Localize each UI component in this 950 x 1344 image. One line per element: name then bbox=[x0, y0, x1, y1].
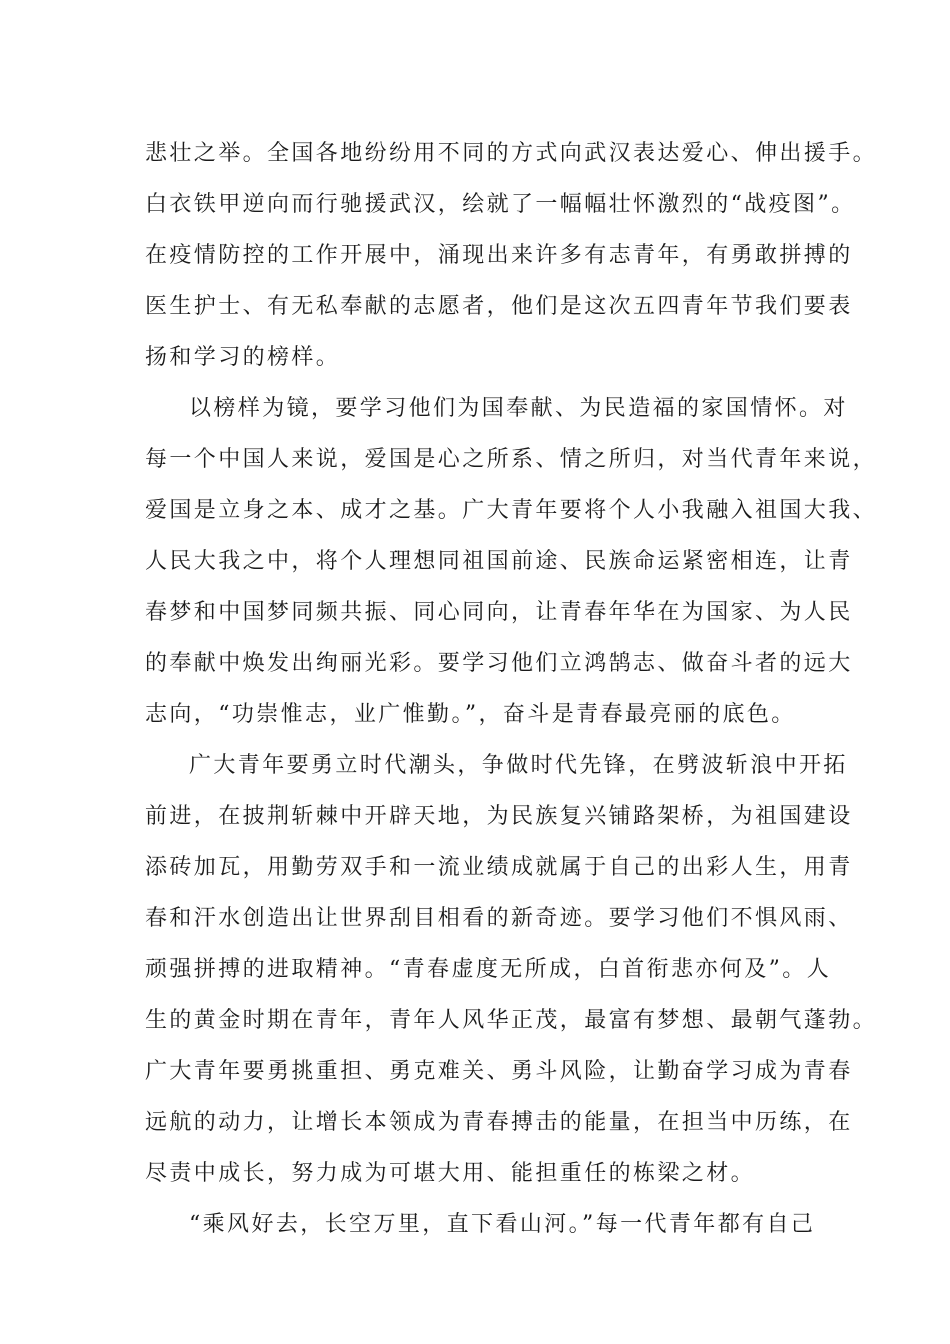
text-line: 春梦和中国梦同频共振、同心同向，让青春年华在为国家、为人民 bbox=[145, 600, 853, 625]
text-line: 医生护士、有无私奉献的志愿者，他们是这次五四青年节我们要表 bbox=[145, 294, 853, 319]
text-line: 人民大我之中，将个人理想同祖国前途、民族命运紧密相连，让青 bbox=[145, 549, 853, 574]
text-line: 添砖加瓦，用勤劳双手和一流业绩成就属于自己的出彩人生，用青 bbox=[145, 855, 853, 880]
text-line: 志向，“功崇惟志，业广惟勤。”，奋斗是青春最亮丽的底色。 bbox=[145, 702, 796, 727]
text-line: 在疫情防控的工作开展中，涌现出来许多有志青年，有勇敢拼搏的 bbox=[145, 243, 853, 268]
text-line: 爱国是立身之本、成才之基。广大青年要将个人小我融入祖国大我、 bbox=[145, 498, 878, 523]
text-line: 白衣铁甲逆向而行驰援武汉，绘就了一幅幅壮怀激烈的“战疫图”。 bbox=[145, 192, 856, 217]
text-line: 扬和学习的榜样。 bbox=[145, 345, 341, 370]
text-line: 的奉献中焕发出绚丽光彩。要学习他们立鸿鹄志、做奋斗者的远大 bbox=[145, 651, 853, 676]
text-line: 尽责中成长，努力成为可堪大用、能担重任的栋梁之材。 bbox=[145, 1161, 756, 1186]
text-line: 生的黄金时期在青年，青年人风华正茂，最富有梦想、最朝气蓬勃。 bbox=[145, 1008, 878, 1033]
text-line: 前进，在披荆斩棘中开辟天地，为民族复兴铺路架桥，为祖国建设 bbox=[145, 804, 853, 829]
paragraph-first-line: “乘风好去，长空万里，直下看山河。”每一代青年都有自己 bbox=[189, 1212, 816, 1237]
paragraph-first-line: 以榜样为镜，要学习他们为国奉献、为民造福的家国情怀。对 bbox=[189, 396, 848, 421]
text-line: 悲壮之举。全国各地纷纷用不同的方式向武汉表达爱心、伸出援手。 bbox=[145, 141, 878, 166]
text-line: 每一个中国人来说，爱国是心之所系、情之所归，对当代青年来说， bbox=[145, 447, 878, 472]
text-line: 顽强拼搏的进取精神。“青春虚度无所成，白首衔悲亦何及”。人 bbox=[145, 957, 832, 982]
text-line: 广大青年要勇挑重担、勇克难关、勇斗风险，让勤奋学习成为青春 bbox=[145, 1059, 853, 1084]
paragraph-first-line: 广大青年要勇立时代潮头，争做时代先锋，在劈波斩浪中开拓 bbox=[189, 753, 848, 778]
text-line: 远航的动力，让增长本领成为青春搏击的能量，在担当中历练，在 bbox=[145, 1110, 853, 1135]
text-line: 春和汗水创造出让世界刮目相看的新奇迹。要学习他们不惧风雨、 bbox=[145, 906, 853, 931]
body-text bbox=[145, 128, 878, 1250]
